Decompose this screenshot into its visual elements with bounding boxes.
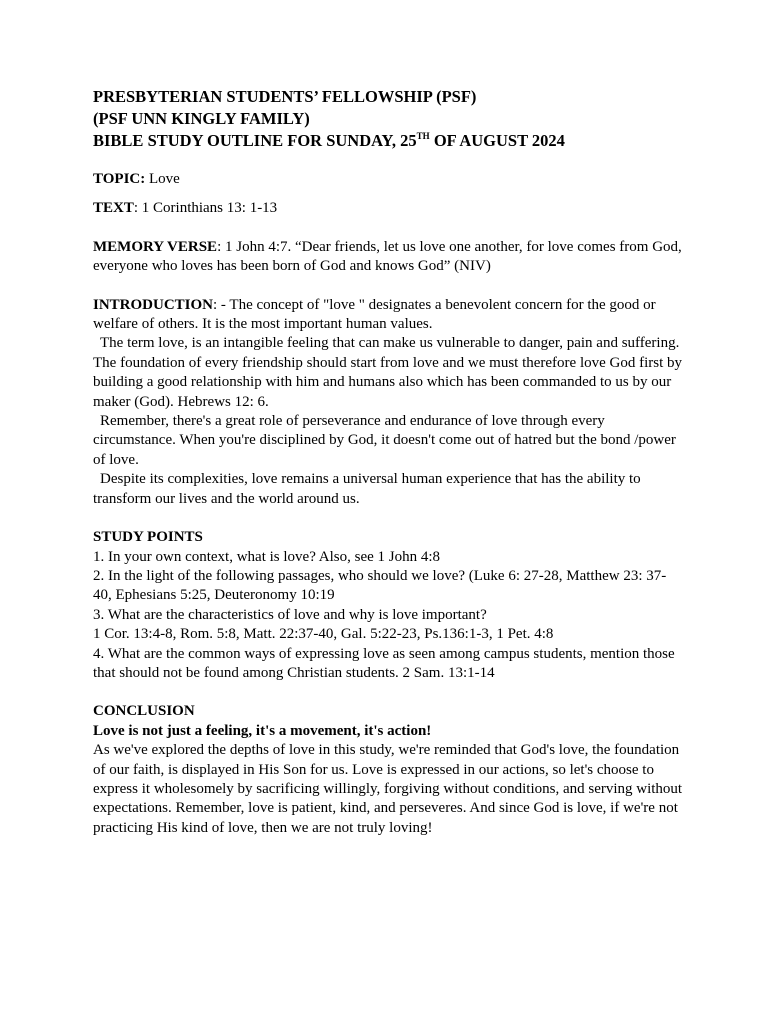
header-line-1: PRESBYTERIAN STUDENTS’ FELLOWSHIP (PSF) bbox=[93, 87, 477, 106]
conclusion-title: CONCLUSION bbox=[93, 703, 195, 720]
introduction-paragraph-3: Remember, there's a great role of perseverance and endurance of love through every circumstance. When you're disciplined by God, it doesn't come out of hatred but the bond /power of love. bbox=[93, 413, 676, 468]
conclusion-section bbox=[93, 702, 683, 838]
document-header bbox=[93, 86, 683, 152]
memory-verse bbox=[93, 238, 683, 277]
memory-verse-label: MEMORY VERSE bbox=[93, 238, 218, 255]
memory-verse-text: : 1 John 4:7. “Dear friends, let us love one another, for love comes from God, everyone who loves has been born of God and knows God” (NIV) bbox=[93, 238, 682, 275]
text-label: TEXT bbox=[93, 200, 134, 217]
introduction-paragraph-1 bbox=[93, 296, 683, 335]
study-point: 1. In your own context, what is love? Also, see 1 John 4:8 bbox=[93, 548, 441, 565]
header-line-3-main: BIBLE STUDY OUTLINE FOR SUNDAY, 25 bbox=[93, 131, 417, 150]
conclusion-subtitle: Love is not just a feeling, it's a movement, it's action! bbox=[93, 722, 432, 739]
introduction-text-1: : - The concept of "love " designates a benevolent concern for the good or welfare of others. It is the most important human values. bbox=[93, 296, 656, 333]
header-line-3 bbox=[93, 130, 683, 152]
introduction-section bbox=[93, 296, 683, 509]
study-point: 3. What are the characteristics of love and why is love important? bbox=[93, 606, 487, 623]
study-point: 2. In the light of the following passages, who should we love? (Luke 6: 27-28, Matthew 23: 37-40, Ephesians 5:25, Deuteronomy 10:19 bbox=[93, 567, 667, 604]
text-value: : 1 Corinthians 13: 1-13 bbox=[133, 200, 278, 217]
document-page bbox=[93, 86, 683, 838]
header-date-suffix: TH bbox=[416, 131, 430, 141]
study-point: 4. What are the common ways of expressing love as seen among campus students, mention those that should not be found among Christian students. 2 Sam. 13:1-14 bbox=[93, 645, 675, 681]
topic-label: TOPIC: bbox=[93, 171, 146, 187]
header-line-3-end: OF AUGUST 2024 bbox=[429, 131, 565, 150]
study-points-title: STUDY POINTS bbox=[93, 529, 203, 546]
study-points-section bbox=[93, 528, 683, 683]
topic-value: Love bbox=[145, 171, 180, 187]
conclusion-body: As we've explored the depths of love in this study, we're reminded that God's love, the foundation of our faith, is displayed in His Son for us. Love is expressed in our actions, so let's choose to express it wholesomely by sacrificing willingly, forgiving without conditions, and serving without expectations. Remember, love is patient, kind, and perseveres. And since God is love, if we're not practicing His kind of love, then we are not truly loving! bbox=[93, 742, 683, 836]
study-point: 1 Cor. 13:4-8, Rom. 5:8, Matt. 22:37-40, Gal. 5:22-23, Ps.136:1-3, 1 Pet. 4:8 bbox=[93, 626, 554, 643]
introduction-paragraph-2: The term love, is an intangible feeling that can make us vulnerable to danger, pain and suffering. The foundation of every friendship should start from love and we must therefore love God first by building a good relationship with him and humans also which has been commanded to us by our maker (God). Hebrews 12: 6. bbox=[93, 335, 683, 410]
introduction-label: INTRODUCTION bbox=[93, 296, 214, 313]
header-line-2: (PSF UNN KINGLY FAMILY) bbox=[93, 109, 310, 128]
topic-line bbox=[93, 170, 683, 189]
text-line bbox=[93, 199, 683, 218]
introduction-paragraph-4: Despite its complexities, love remains a universal human experience that has the ability to transform our lives and the world around us. bbox=[93, 471, 641, 507]
